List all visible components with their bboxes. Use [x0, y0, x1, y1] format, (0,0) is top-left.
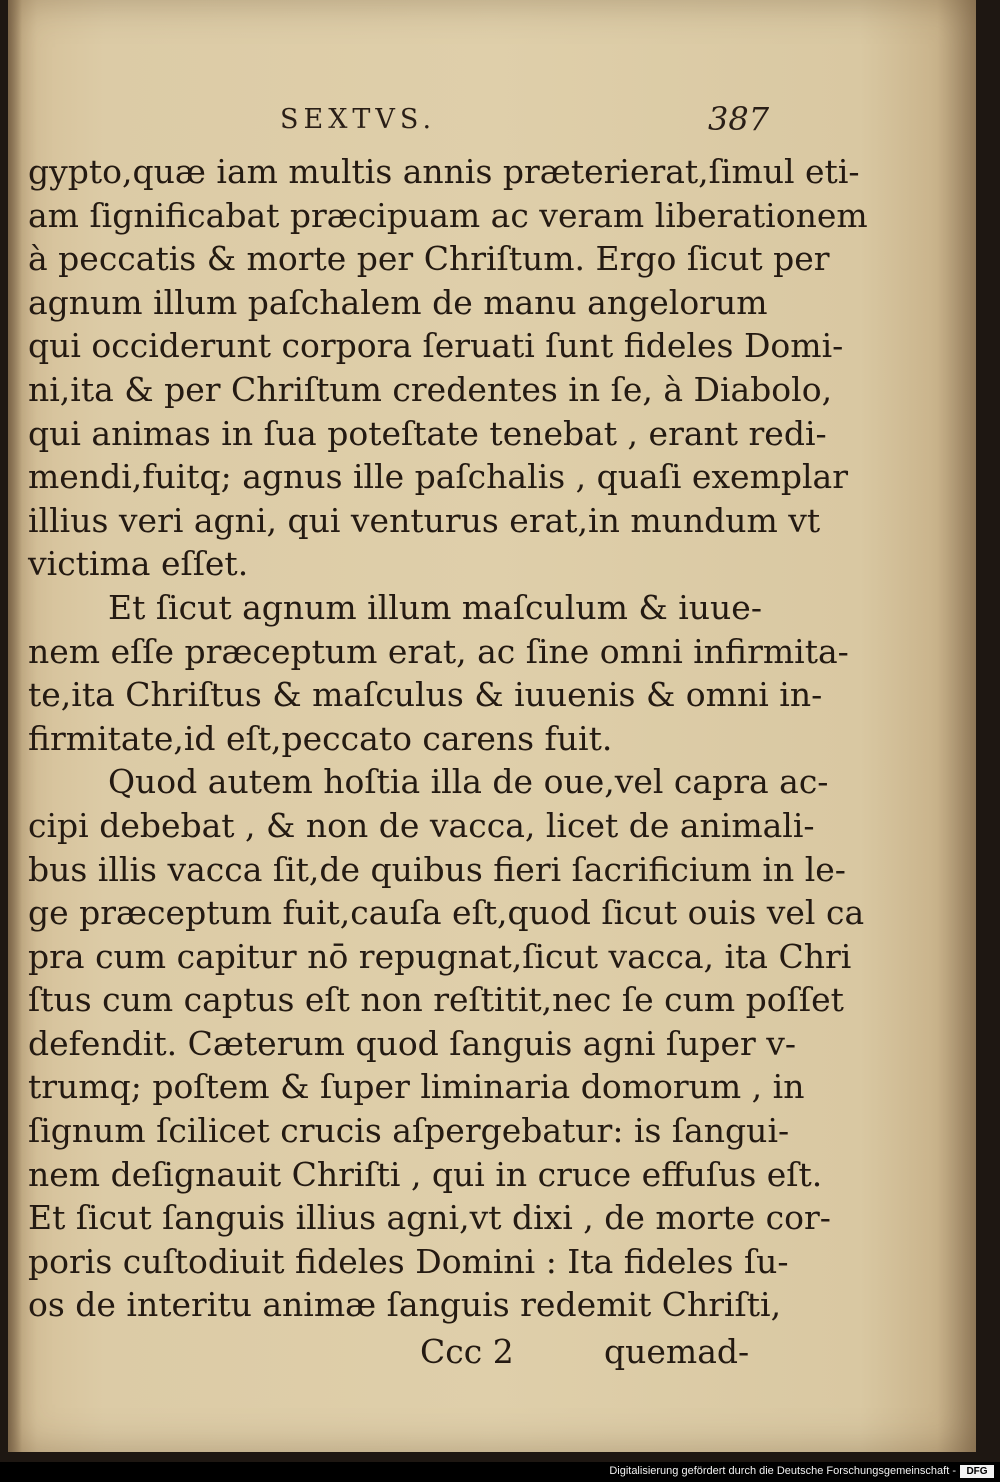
running-head: SEXTVS. — [280, 104, 437, 135]
text-line: gypto,quæ iam multis annis præterierat,ſimul eti- — [28, 152, 860, 191]
digitization-credit-text: Digitalisierung gefördert durch die Deutsche Forschungsgemeinschaft - — [609, 1465, 956, 1477]
text-line: agnum illum paſchalem de manu angelorum — [28, 282, 768, 322]
body-text — [28, 150, 868, 1327]
page-footer — [8, 1330, 976, 1374]
page-number: 387 — [708, 100, 770, 138]
text-line: defendit. Cæterum quod ſanguis agni ſuper v- — [28, 1023, 797, 1063]
text-line: Quod autem hoſtia illa de oue,vel capra ac- — [108, 762, 829, 802]
text-line: os de interitu animæ ſanguis redemit Chriſti, — [28, 1285, 782, 1325]
dfg-logo: DFG — [960, 1465, 994, 1478]
text-line: à peccatis & morte per Chriſtum. Ergo ſicut per — [28, 239, 830, 279]
text-line: ni,ita & per Chriſtum credentes in ſe, à Diabolo, — [28, 369, 833, 409]
text-line: ſignum ſcilicet crucis aſpergebatur: is ſangui- — [28, 1111, 790, 1151]
text-line: firmitate,id eſt,peccato carens fuit. — [28, 718, 613, 758]
text-line: Et ſicut agnum illum maſculum & iuue- — [108, 587, 762, 627]
text-line: victima eſſet. — [28, 544, 249, 584]
text-line: qui occiderunt corpora ſeruati ſunt fideles Domi- — [28, 326, 844, 366]
text-line: trumq; poſtem & ſuper liminaria domorum , in — [28, 1067, 805, 1107]
text-line: ſtus cum captus eſt non reſtitit,nec ſe cum poſſet — [28, 980, 844, 1020]
text-line: nem eſſe præceptum erat, ac ſine omni infirmita- — [28, 631, 849, 671]
text-line: pra cum capitur nō repugnat,ſicut vacca, ita Chri — [28, 936, 852, 976]
text-line: Et ſicut ſanguis illius agni,vt dixi , de morte cor- — [28, 1198, 831, 1238]
digitization-credit-bar — [0, 1462, 1000, 1482]
catchword: quemad- — [604, 1332, 750, 1371]
text-line: te,ita Chriſtus & maſculus & iuuenis & omni in- — [28, 675, 823, 715]
text-line: cipi debebat , & non de vacca, licet de animali- — [28, 805, 815, 845]
text-line: illius veri agni, qui venturus erat,in mundum vt — [28, 500, 821, 540]
signature-mark: Ccc 2 — [420, 1332, 514, 1371]
text-line: ge præceptum fuit,cauſa eſt,quod ſicut ouis vel ca — [28, 893, 865, 933]
text-line: mendi,fuitq; agnus ille paſchalis , quaſi exemplar — [28, 457, 849, 497]
book-page — [8, 0, 976, 1452]
text-line: bus illis vacca ſit,de quibus fieri ſacrificium in le- — [28, 849, 846, 889]
page-header — [8, 100, 976, 150]
text-line: am ſignificabat præcipuam ac veram liberationem — [28, 195, 868, 235]
text-line: qui animas in ſua poteſtate tenebat , erant redi- — [28, 413, 827, 453]
text-line: poris cuſtodiuit fideles Domini : Ita fideles ſu- — [28, 1241, 789, 1281]
text-line: nem deſignauit Chriſti , qui in cruce effuſus eſt. — [28, 1154, 823, 1194]
